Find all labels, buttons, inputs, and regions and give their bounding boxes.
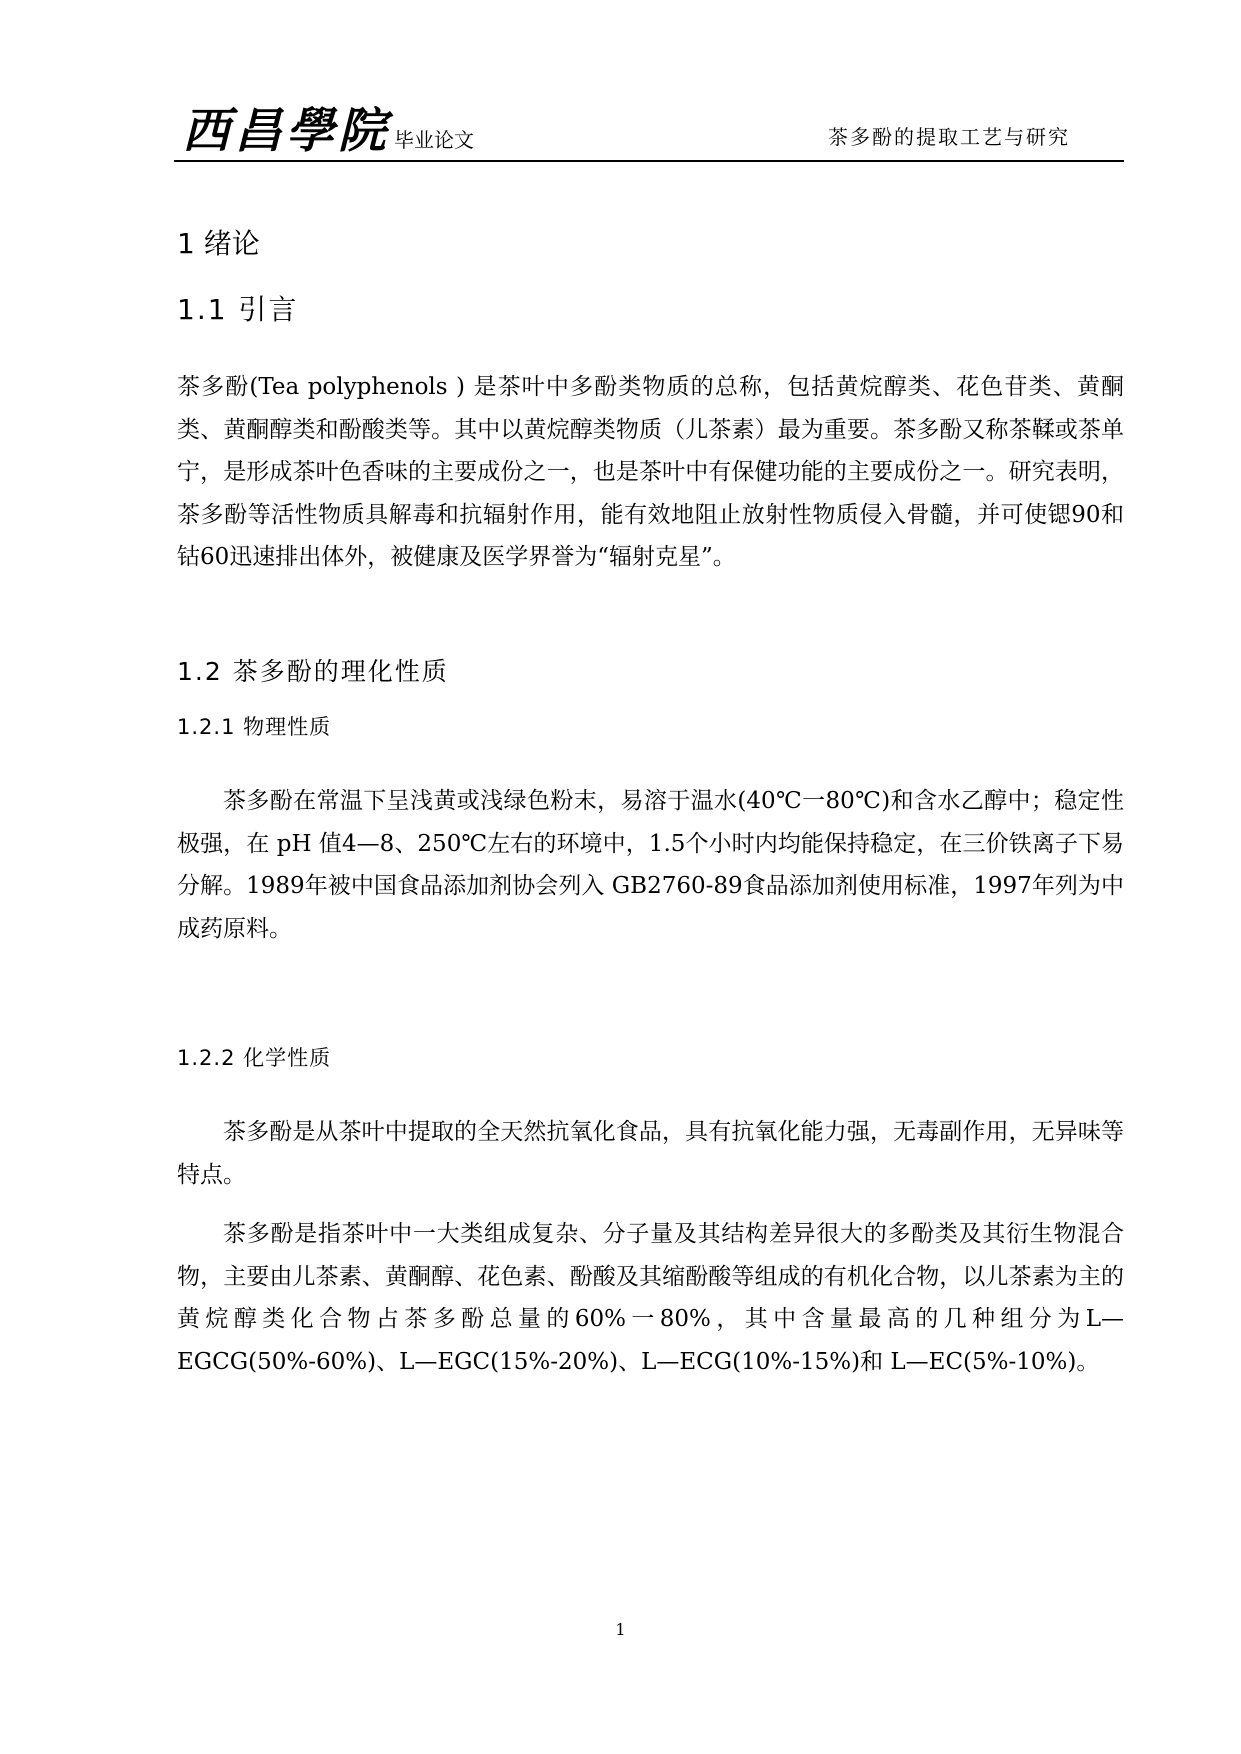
section-1-2-2-title: 1.2.2 化学性质 <box>177 1046 332 1070</box>
section-1-2-1-paragraph: 茶多酚在常温下呈浅黄或浅绿色粉末，易溶于温水(40℃一80℃)和含水乙醇中；稳定性极强，在 pH 值4—8、250℃左右的环境中，1.5个小时内均能保持稳定，在三价铁离子下易分解。1989年被中国食品添加剂协会列入 GB2760-89食品添加剂使用标准，1997年列为中成药原料。 <box>177 788 1124 942</box>
logo-subtitle: 毕业论文 <box>394 128 475 152</box>
header-thesis-title: 茶多酚的提取工艺与研究 <box>828 125 1070 149</box>
section-1-1-title: 1.1 引言 <box>177 293 299 326</box>
section-1-2-title: 1.2 茶多酚的理化性质 <box>177 657 449 686</box>
section-1-2-2-paragraph-1: 茶多酚是从茶叶中提取的全天然抗氧化食品，具有抗氧化能力强，无毒副作用，无异味等特点。 <box>177 1119 1124 1188</box>
section-1-2-2-paragraph-2: 茶多酚是指茶叶中一大类组成复杂、分子量及其结构差异很大的多酚类及其衍生物混合物，主要由儿茶素、黄酮醇、花色素、酚酸及其缩酚酸等组成的有机化合物，以儿茶素为主的黄烷醇类化合物占茶多酚总量的60%一80%，其中含量最高的几种组分为L—EGCG(50%-60%)、L—EGC(15%-20%)、L—ECG(10%-15%)和 L—EC(5%-10%)。 <box>177 1221 1124 1375</box>
logo-text: 西昌學院 <box>182 103 391 159</box>
section-1-1-paragraph: 茶多酚(Tea polyphenols ) 是茶叶中多酚类物质的总称，包括黄烷醇类、花色苷类、黄酮类、黄酮醇类和酚酸类等。其中以黄烷醇类物质（儿茶素）最为重要。茶多酚又称茶鞣或茶单宁，是形成茶叶色香味的主要成份之一，也是茶叶中有保健功能的主要成份之一。研究表明，茶多酚等活性物质具解毒和抗辐射作用，能有效地阻止放射性物质侵入骨髓，并可使锶90和钴60迅速排出体外，被健康及医学界誉为“辐射克星”。 <box>177 374 1124 570</box>
chapter-title: 1 绪论 <box>177 227 260 260</box>
section-1-2-1-title: 1.2.1 物理性质 <box>177 715 332 739</box>
college-logo <box>182 102 474 160</box>
page-header <box>174 100 1124 162</box>
page-number: 1 <box>615 1620 626 1639</box>
